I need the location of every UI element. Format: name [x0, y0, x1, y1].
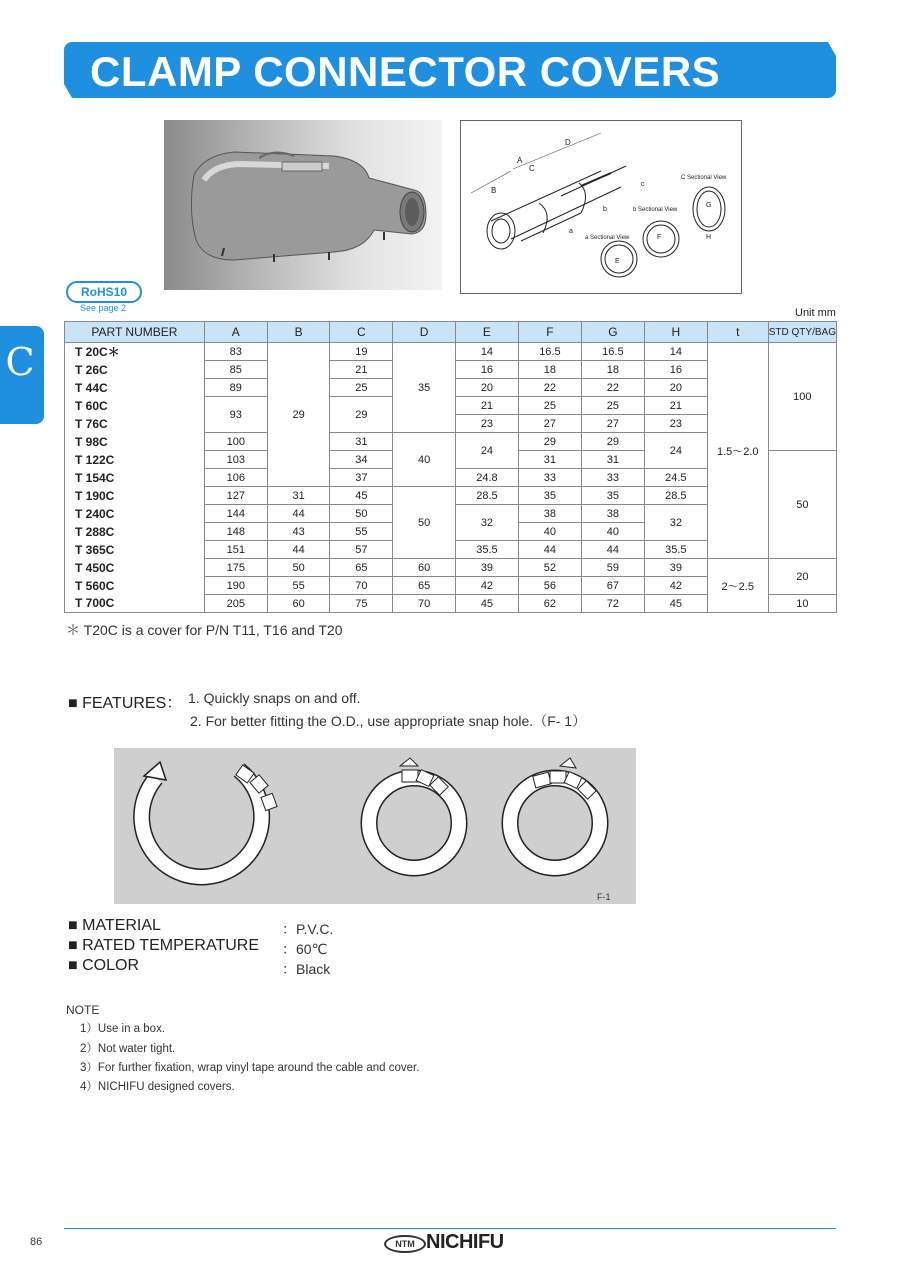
- features-heading: ■ FEATURES：: [68, 695, 183, 712]
- unit-label: Unit mm: [795, 307, 836, 319]
- cell-t: 2～2.5: [707, 559, 768, 613]
- cell-e: 32: [455, 505, 518, 541]
- cell-g: 18: [581, 361, 644, 379]
- cell-c: 19: [330, 343, 393, 361]
- cell-f: 31: [518, 451, 581, 469]
- cell-h: 14: [644, 343, 707, 361]
- cell-c: 55: [330, 523, 393, 541]
- feature-item-1: 1. Quickly snaps on and off.: [188, 690, 361, 706]
- cell-qty: 100: [768, 343, 836, 451]
- cell-f: 18: [518, 361, 581, 379]
- cell-g: 44: [581, 541, 644, 559]
- cell-b: 44: [267, 505, 330, 523]
- dim-label-e: E: [615, 258, 620, 265]
- cell-c: 34: [330, 451, 393, 469]
- section-mark-a: a: [569, 228, 573, 235]
- col-header: F: [518, 322, 581, 343]
- note-title: NOTE: [66, 1003, 100, 1017]
- rohs-badge: RoHS10: [66, 281, 142, 303]
- cell-g: 33: [581, 469, 644, 487]
- cell-g: 27: [581, 415, 644, 433]
- section-tab-letter: C: [5, 340, 35, 384]
- cell-f: 44: [518, 541, 581, 559]
- cell-h: 20: [644, 379, 707, 397]
- b-sectional-view-label: b Sectional View: [633, 207, 678, 213]
- cell-c: 65: [330, 559, 393, 577]
- cell-g: 67: [581, 577, 644, 595]
- part-number: T 288C: [65, 523, 205, 541]
- note-item: 4）NICHIFU designed covers.: [80, 1081, 235, 1093]
- cell-e: 14: [455, 343, 518, 361]
- part-number: T 240C: [65, 505, 205, 523]
- color-value: ：Black: [282, 961, 331, 977]
- cell-qty: 50: [768, 451, 836, 559]
- table-footnote: ＊ T20C is a cover for P/N T11, T16 and T20: [66, 622, 343, 638]
- cell-h: 45: [644, 595, 707, 613]
- dim-label-f: F: [657, 234, 662, 241]
- cell-e: 28.5: [455, 487, 518, 505]
- c-sectional-view-label: C Sectional View: [681, 175, 727, 181]
- cell-a: 144: [204, 505, 267, 523]
- cell-d: 60: [393, 559, 456, 577]
- table-row: [65, 559, 837, 577]
- snap-figure: [114, 748, 636, 904]
- col-header: G: [581, 322, 644, 343]
- cell-h: 42: [644, 577, 707, 595]
- cell-f: 62: [518, 595, 581, 613]
- page-number: 86: [30, 1236, 43, 1248]
- cell-f: 16.5: [518, 343, 581, 361]
- cell-a: 151: [204, 541, 267, 559]
- cell-c: 21: [330, 361, 393, 379]
- cell-g: 25: [581, 397, 644, 415]
- cell-b: 31: [267, 487, 330, 505]
- cell-e: 35.5: [455, 541, 518, 559]
- page-title: CLAMP CONNECTOR COVERS: [90, 48, 721, 95]
- cell-b: 43: [267, 523, 330, 541]
- cell-d: 35: [393, 343, 456, 433]
- part-number: T 450C: [65, 559, 205, 577]
- figure-label: F-1: [597, 892, 611, 902]
- cell-b: 29: [267, 343, 330, 487]
- col-header: D: [393, 322, 456, 343]
- material-label: ■ MATERIAL: [68, 917, 161, 934]
- col-header: A: [204, 322, 267, 343]
- cell-e: 21: [455, 397, 518, 415]
- cell-e: 42: [455, 577, 518, 595]
- rated-temperature-value: ：60℃: [282, 941, 328, 957]
- part-number: T 20C＊: [65, 343, 205, 361]
- col-header: H: [644, 322, 707, 343]
- cell-h: 32: [644, 505, 707, 541]
- dim-label-b-upper: B: [491, 186, 497, 195]
- cell-f: 22: [518, 379, 581, 397]
- cell-h: 39: [644, 559, 707, 577]
- cell-a: 93: [204, 397, 267, 433]
- cell-h: 16: [644, 361, 707, 379]
- cell-c: 45: [330, 487, 393, 505]
- cell-e: 20: [455, 379, 518, 397]
- cell-e: 24: [455, 433, 518, 469]
- part-number: T 122C: [65, 451, 205, 469]
- rohs-see-page: See page 2: [80, 303, 127, 313]
- cell-a: 190: [204, 577, 267, 595]
- cell-d: 65: [393, 577, 456, 595]
- cell-a: 205: [204, 595, 267, 613]
- cell-b: 60: [267, 595, 330, 613]
- product-photo: [164, 120, 442, 290]
- cell-e: 45: [455, 595, 518, 613]
- cell-h: 28.5: [644, 487, 707, 505]
- cell-f: 52: [518, 559, 581, 577]
- part-number: T 700C: [65, 595, 205, 613]
- cell-h: 35.5: [644, 541, 707, 559]
- cell-c: 25: [330, 379, 393, 397]
- cell-a: 103: [204, 451, 267, 469]
- cell-f: 56: [518, 577, 581, 595]
- cell-c: 75: [330, 595, 393, 613]
- spec-table: [64, 321, 837, 613]
- table-header-row: [65, 322, 837, 343]
- material-value: ：P.V.C.: [282, 921, 334, 937]
- cell-b: 50: [267, 559, 330, 577]
- section-mark-b: b: [603, 206, 607, 213]
- cell-g: 22: [581, 379, 644, 397]
- dim-label-c-upper: C: [529, 164, 535, 173]
- cell-e: 23: [455, 415, 518, 433]
- rated-temperature-label: ■ RATED TEMPERATURE: [68, 937, 260, 954]
- note-item: 2）Not water tight.: [80, 1043, 176, 1055]
- part-number: T 76C: [65, 415, 205, 433]
- note-item: 3）For further fixation, wrap vinyl tape around the cable and cover.: [80, 1062, 420, 1074]
- color-label: ■ COLOR: [68, 957, 140, 974]
- cell-c: 31: [330, 433, 393, 451]
- cell-f: 40: [518, 523, 581, 541]
- cell-a: 106: [204, 469, 267, 487]
- cell-h: 24.5: [644, 469, 707, 487]
- cell-f: 27: [518, 415, 581, 433]
- part-number: T 190C: [65, 487, 205, 505]
- footer-divider: [64, 1228, 836, 1229]
- col-header: E: [455, 322, 518, 343]
- col-header: C: [330, 322, 393, 343]
- cell-c: 57: [330, 541, 393, 559]
- part-number: T 365C: [65, 541, 205, 559]
- cell-qty: 10: [768, 595, 836, 613]
- cell-h: 24: [644, 433, 707, 469]
- cell-b: 55: [267, 577, 330, 595]
- cell-g: 40: [581, 523, 644, 541]
- cell-a: 85: [204, 361, 267, 379]
- cell-a: 100: [204, 433, 267, 451]
- arrow-head-icon: [144, 762, 166, 780]
- cell-a: 148: [204, 523, 267, 541]
- cell-f: 38: [518, 505, 581, 523]
- part-number: T 60C: [65, 397, 205, 415]
- cell-g: 31: [581, 451, 644, 469]
- dim-label-g: G: [706, 202, 712, 209]
- cell-d: 50: [393, 487, 456, 559]
- cell-a: 175: [204, 559, 267, 577]
- dimension-diagram: [460, 120, 742, 294]
- brand-logo: NICHIFU: [426, 1231, 504, 1253]
- cell-a: 83: [204, 343, 267, 361]
- cell-g: 29: [581, 433, 644, 451]
- cell-a: 127: [204, 487, 267, 505]
- cell-g: 38: [581, 505, 644, 523]
- dim-label-a-upper: A: [517, 156, 523, 165]
- note-item: 1）Use in a box.: [80, 1023, 166, 1035]
- cell-g: 16.5: [581, 343, 644, 361]
- feature-item-2: 2. For better fitting the O.D., use appropriate snap hole.（F‑ 1）: [190, 713, 587, 729]
- col-header: PART NUMBER: [65, 322, 205, 343]
- cell-g: 72: [581, 595, 644, 613]
- cell-f: 29: [518, 433, 581, 451]
- cell-c: 50: [330, 505, 393, 523]
- cell-g: 59: [581, 559, 644, 577]
- cell-a: 89: [204, 379, 267, 397]
- cell-b: 44: [267, 541, 330, 559]
- dim-label-h: H: [706, 234, 712, 241]
- col-header: t: [707, 322, 768, 343]
- cell-e: 24.8: [455, 469, 518, 487]
- part-number: T 154C: [65, 469, 205, 487]
- cell-c: 29: [330, 397, 393, 433]
- table-row: [65, 343, 837, 361]
- cell-qty: 20: [768, 559, 836, 595]
- a-sectional-view-label: a Sectional View: [585, 235, 630, 241]
- cell-g: 35: [581, 487, 644, 505]
- cell-d: 70: [393, 595, 456, 613]
- cell-f: 33: [518, 469, 581, 487]
- cell-c: 37: [330, 469, 393, 487]
- part-number: T 98C: [65, 433, 205, 451]
- cell-f: 35: [518, 487, 581, 505]
- part-number: T 560C: [65, 577, 205, 595]
- cell-h: 21: [644, 397, 707, 415]
- section-mark-c: c: [641, 181, 645, 188]
- cell-f: 25: [518, 397, 581, 415]
- col-header: B: [267, 322, 330, 343]
- cell-d: 40: [393, 433, 456, 487]
- part-number: T 44C: [65, 379, 205, 397]
- cell-t: 1.5～2.0: [707, 343, 768, 559]
- cell-c: 70: [330, 577, 393, 595]
- cell-h: 23: [644, 415, 707, 433]
- cell-e: 39: [455, 559, 518, 577]
- cell-e: 16: [455, 361, 518, 379]
- brand-mark: NTM: [384, 1235, 426, 1253]
- col-header: STD QTY/BAG: [768, 322, 836, 343]
- dim-label-d-upper: D: [565, 138, 571, 147]
- part-number: T 26C: [65, 361, 205, 379]
